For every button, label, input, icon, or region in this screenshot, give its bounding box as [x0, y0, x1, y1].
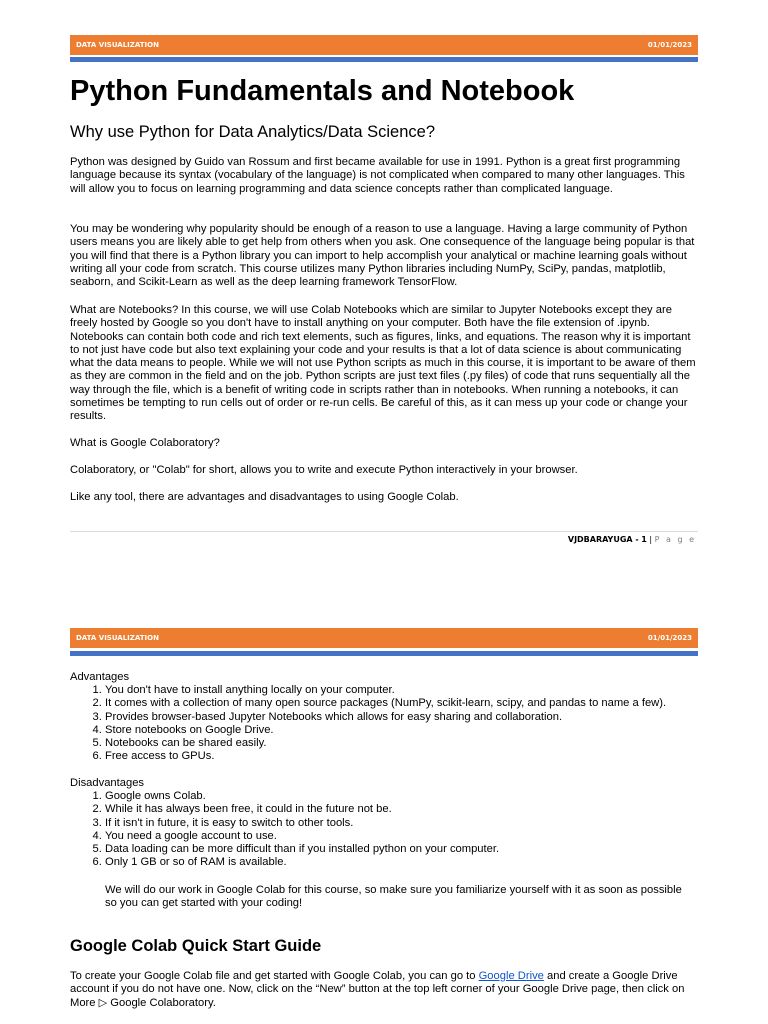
google-drive-link[interactable]: Google Drive [478, 970, 544, 982]
section-subtitle: Why use Python for Data Analytics/Data Science? [70, 123, 436, 141]
list-item: 3. If it isn't in future, it is easy to switch to other tools. [105, 817, 725, 830]
list-item: 5. Notebooks can be shared easily. [105, 737, 725, 750]
header-date: 01/01/2023 [647, 634, 692, 642]
paragraph-quickstart [70, 970, 700, 1010]
advantages-heading: Advantages [70, 671, 130, 683]
quickstart-text-after: and create a Google Drive account if you do not have one. Now, click on the “New” button at the top left corner of your Google Drive page, then click on More ▷ Google Colaboratory. [70, 970, 685, 1009]
paragraph-intro: Python was designed by Guido van Rossum and first became available for use in 1991. Python is a great first programming language because its syntax (vocabulary of the language) is not complicated when compared to many other languages. This will allow you to focus on learning programming and data science concepts rather than complicated language. [70, 156, 685, 195]
header-label: DATA VISUALIZATION [76, 41, 159, 49]
list-item: 1. You don't have to install anything locally on your computer. [105, 684, 725, 697]
list-item: 5. Data loading can be more difficult than if you installed python on your computer. [105, 843, 725, 856]
paragraph-popularity: You may be wondering why popularity should be enough of a reason to use a language. Having a large community of Python users means you are likely able to get help from others when you ask. One consequence of the language being popular is that you will find that there is a Python library you can import to help accomplish your analytical or machine learning goals without writing all your code from scratch. This course utilizes many Python libraries including NumPy, SciPy, pandas, matplotlib, seaborn, and Scikit-Learn as well as the deep learning framework TensorFlow. [70, 223, 695, 289]
disadvantages-list [70, 790, 725, 870]
quickstart-text-before: To create your Google Colab file and get started with Google Colab, you can go to [70, 970, 479, 982]
disadvantages-heading: Disadvantages [70, 777, 145, 789]
footer-separator: | [649, 535, 653, 544]
header-label: DATA VISUALIZATION [76, 634, 159, 642]
footer-page-word: P a g e [654, 535, 696, 544]
list-item: 1. Google owns Colab. [105, 790, 725, 803]
footer-rule [70, 531, 698, 532]
header-rule [70, 651, 698, 656]
page-header [70, 35, 698, 55]
paragraph-tool: Like any tool, there are advantages and disadvantages to using Google Colab. [70, 491, 459, 503]
header-date: 01/01/2023 [647, 41, 692, 49]
paragraph-notebooks: What are Notebooks? In this course, we will use Colab Notebooks which are similar to Jupyter Notebooks except they are freely hosted by Google so you don't have to install anything on your computer. Both have the file extension of .ipynb. Notebooks can contain both code and rich text elements, such as figures, links, and equations. The reason why it is important to not just have code but also text explaining your code and your results is that a lot of data science is about communicating what the data means to people. While we will not use Python scripts as much in this course, it is important to be aware of them as they are common in the field and on the job. Python scripts are just text files (.py files) of code that runs sequentially all the way through the file, which is a benefit of writing code in scripts rather than in notebooks. When running a notebooks, it can sometimes be tempting to run cells out of order or re-run cells. Be careful of this, as it can mess up your code or change your results. [70, 304, 696, 423]
page-title: Python Fundamentals and Notebook [70, 75, 575, 107]
list-item: 3. Provides browser-based Jupyter Notebooks which allows for easy sharing and collaboration. [105, 711, 725, 724]
list-item: 4. You need a google account to use. [105, 830, 725, 843]
footer-author: VJDBARAYUGA - [567, 535, 639, 544]
header-rule [70, 57, 698, 62]
paragraph-colab-definition: Colaboratory, or "Colab" for short, allows you to write and execute Python interactively in your browser. [70, 464, 578, 476]
paragraph-colab-question: What is Google Colaboratory? [70, 437, 220, 449]
advantages-list [70, 684, 725, 764]
list-item: 2. While it has always been free, it could in the future not be. [105, 803, 725, 816]
section-heading: Google Colab Quick Start Guide [70, 937, 322, 955]
list-item: 6. Free access to GPUs. [105, 750, 725, 763]
footer-page-number: 1 [641, 535, 647, 544]
colab-note: We will do our work in Google Colab for this course, so make sure you familiarize yourself with it as soon as possible so you can get started with your coding! [105, 884, 682, 910]
page-footer [568, 535, 696, 544]
page-header [70, 628, 698, 648]
list-item: 2. It comes with a collection of many open source packages (NumPy, scikit-learn, scipy, and pandas to name a few). [105, 697, 725, 710]
list-item: 4. Store notebooks on Google Drive. [105, 724, 725, 737]
list-item: 6. Only 1 GB or so of RAM is available. [105, 856, 725, 869]
